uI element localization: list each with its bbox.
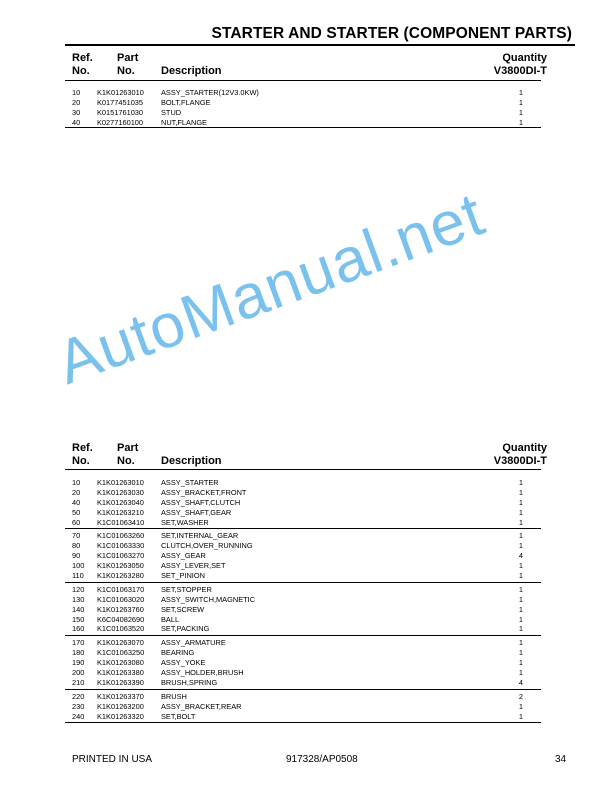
quantity-cell: 4 (518, 677, 523, 687)
page-title: STARTER AND STARTER (COMPONENT PARTS) (211, 25, 572, 42)
table-row (65, 678, 541, 688)
part-header-line2: No. (117, 455, 135, 467)
quantity-header-line2: V3800DI-T (493, 455, 547, 467)
quantity-header-line2: V3800DI-T (493, 65, 547, 77)
description-cell: SET,PACKING (161, 624, 210, 634)
part-number-cell: K1K01263370 (97, 691, 144, 701)
ref-cell: 120 (72, 584, 85, 594)
part-number-cell: K1C01063170 (97, 584, 145, 594)
table1-bottom-rule (65, 127, 541, 128)
table-row (65, 571, 541, 581)
table-row (65, 531, 541, 541)
ref-cell: 210 (72, 677, 85, 687)
quantity-cell: 1 (518, 531, 523, 541)
table2-header-rule (65, 469, 541, 470)
description-cell: ASSY_SHAFT,CLUTCH (161, 497, 241, 507)
table-row (65, 624, 541, 634)
table-row (65, 668, 541, 678)
description-cell: ASSY_BRACKET,FRONT (161, 487, 247, 497)
part-number-cell: K1K01263320 (97, 711, 144, 721)
part-number-cell: K1K01263280 (97, 571, 144, 581)
quantity-cell: 1 (518, 97, 523, 107)
ref-cell: 80 (72, 541, 81, 551)
part-number-cell: K1K01263210 (97, 507, 144, 517)
quantity-cell: 2 (518, 691, 523, 701)
table2-ref-header (72, 442, 93, 468)
group-divider (65, 689, 541, 690)
quantity-cell: 1 (518, 614, 523, 624)
ref-cell: 220 (72, 691, 85, 701)
description-cell: ASSY_YOKE (161, 658, 206, 668)
ref-cell: 190 (72, 658, 85, 668)
description-cell: ASSY_SHAFT,GEAR (161, 507, 232, 517)
part-number-cell: K1C01063270 (97, 551, 145, 561)
ref-cell: 40 (72, 117, 81, 127)
part-number-cell: K1K01263010 (97, 88, 144, 97)
ref-cell: 230 (72, 701, 85, 711)
description-cell: BRUSH (161, 691, 187, 701)
quantity-cell: 1 (518, 594, 523, 604)
ref-cell: 150 (72, 614, 85, 624)
table-row (65, 561, 541, 571)
description-cell: ASSY_LEVER,SET (161, 561, 226, 571)
table-row (65, 638, 541, 648)
table2-part-header (117, 442, 138, 468)
table-row (65, 541, 541, 551)
table-row (65, 658, 541, 668)
ref-cell: 130 (72, 594, 85, 604)
table-row (65, 108, 541, 118)
part-number-cell: K1K01263760 (97, 604, 144, 614)
quantity-header-line1: Quantity (502, 52, 547, 64)
group-divider (65, 582, 541, 583)
quantity-cell: 1 (518, 561, 523, 571)
part-number-cell: K0277160100 (97, 117, 144, 127)
table1-quantity-header (494, 52, 547, 78)
part-number-cell: K1K01263040 (97, 497, 144, 507)
description-cell: STUD (161, 107, 182, 117)
part-number-cell: K1C01063520 (97, 624, 145, 634)
part-number-cell: K1K01263390 (97, 677, 144, 687)
description-cell: ASSY_HOLDER,BRUSH (161, 668, 244, 678)
ref-cell: 20 (72, 97, 81, 107)
description-cell: SET,WASHER (161, 517, 209, 527)
quantity-cell: 1 (518, 648, 523, 658)
description-cell: BALL (161, 614, 180, 624)
group-divider (65, 635, 541, 636)
table-row (65, 692, 541, 702)
ref-cell: 140 (72, 604, 85, 614)
table-row (65, 88, 541, 98)
part-number-cell: K1K01263050 (97, 561, 144, 571)
table-row (65, 98, 541, 108)
ref-header-line1: Ref. (72, 442, 93, 454)
ref-cell: 100 (72, 561, 85, 571)
part-number-cell: K0151761030 (97, 107, 144, 117)
ref-cell: 70 (72, 531, 81, 541)
ref-cell: 10 (72, 88, 81, 97)
description-cell: ASSY_BRACKET,REAR (161, 701, 242, 711)
description-cell: ASSY_ARMATURE (161, 638, 226, 648)
ref-cell: 180 (72, 648, 85, 658)
ref-cell: 30 (72, 107, 81, 117)
quantity-header-line1: Quantity (502, 442, 547, 454)
footer-printed-in: PRINTED IN USA (72, 754, 153, 765)
part-header-line1: Part (117, 52, 139, 64)
table-row (65, 648, 541, 658)
quantity-cell: 1 (518, 487, 523, 497)
table-row (65, 712, 541, 722)
quantity-cell: 1 (518, 541, 523, 551)
ref-cell: 90 (72, 551, 81, 561)
description-cell: CLUTCH,OVER_RUNNING (161, 541, 253, 551)
table2-quantity-header (494, 442, 547, 468)
table-row (65, 478, 541, 488)
table2-rows (65, 478, 541, 725)
quantity-cell: 1 (518, 604, 523, 614)
footer-page-number: 34 (555, 754, 567, 765)
table-row (65, 518, 541, 528)
ref-cell: 160 (72, 624, 85, 634)
table-row (65, 615, 541, 625)
table1-description-header: Description (161, 65, 222, 77)
ref-cell: 200 (72, 668, 85, 678)
ref-cell: 50 (72, 507, 81, 517)
part-header-line1: Part (117, 442, 139, 454)
ref-cell: 60 (72, 517, 81, 527)
table1-part-header (117, 52, 138, 78)
quantity-cell: 1 (518, 668, 523, 678)
table1-header-rule (65, 80, 541, 81)
ref-cell: 110 (72, 571, 84, 581)
ref-cell: 10 (72, 478, 81, 487)
description-cell: SET,SCREW (161, 604, 205, 614)
ref-header-line1: Ref. (72, 52, 93, 64)
table-row (65, 551, 541, 561)
group-divider (65, 528, 541, 529)
ref-cell: 240 (72, 711, 85, 721)
description-cell: BOLT,FLANGE (161, 97, 211, 107)
quantity-cell: 1 (518, 497, 523, 507)
part-number-cell: K1C01063330 (97, 541, 145, 551)
description-cell: SET,STOPPER (161, 584, 212, 594)
description-cell: SET_PINION (161, 571, 205, 581)
ref-header-line2: No. (72, 455, 90, 467)
quantity-cell: 1 (518, 107, 523, 117)
quantity-cell: 1 (518, 701, 523, 711)
part-number-cell: K1K01263380 (97, 668, 144, 678)
description-cell: ASSY_STARTER(12V3.0KW) (161, 88, 259, 97)
title-rule (65, 44, 575, 46)
description-cell: ASSY_STARTER (161, 478, 219, 487)
part-number-cell: K1C01063020 (97, 594, 145, 604)
description-cell: BEARING (161, 648, 195, 658)
description-cell: SET,BOLT (161, 711, 196, 721)
quantity-cell: 1 (518, 584, 523, 594)
footer-document-code: 917328/AP0508 (286, 754, 358, 765)
quantity-cell: 1 (518, 711, 523, 721)
description-cell: NUT,FLANGE (161, 117, 207, 127)
table-row (65, 702, 541, 712)
quantity-cell: 1 (518, 571, 523, 581)
description-cell: ASSY_GEAR (161, 551, 206, 561)
quantity-cell: 4 (518, 551, 523, 561)
part-number-cell: K1K01263080 (97, 658, 144, 668)
part-number-cell: K1C01063260 (97, 531, 145, 541)
part-number-cell: K1K01263010 (97, 478, 144, 487)
quantity-cell: 1 (518, 117, 523, 127)
table-row (65, 585, 541, 595)
table1-rows (65, 88, 541, 128)
table-row (65, 508, 541, 518)
part-number-cell: K6C04082690 (97, 614, 145, 624)
part-header-line2: No. (117, 65, 135, 77)
watermark: AutoManual.net (48, 179, 494, 398)
ref-header-line2: No. (72, 65, 90, 77)
part-number-cell: K1K01263030 (97, 487, 144, 497)
table-row (65, 605, 541, 615)
quantity-cell: 1 (518, 478, 523, 487)
quantity-cell: 1 (518, 517, 523, 527)
quantity-cell: 1 (518, 624, 523, 634)
part-number-cell: K1C01063250 (97, 648, 145, 658)
quantity-cell: 1 (518, 88, 523, 97)
ref-cell: 20 (72, 487, 81, 497)
description-cell: ASSY_SWITCH,MAGNETIC (161, 594, 256, 604)
table1-ref-header (72, 52, 93, 78)
quantity-cell: 1 (518, 507, 523, 517)
description-cell: SET,INTERNAL_GEAR (161, 531, 239, 541)
table2-description-header: Description (161, 455, 222, 467)
part-number-cell: K1C01063410 (97, 517, 145, 527)
group-divider (65, 722, 541, 723)
part-number-cell: K0177451035 (97, 97, 144, 107)
table-row (65, 595, 541, 605)
description-cell: BRUSH,SPRING (161, 677, 218, 687)
table-row (65, 498, 541, 508)
part-number-cell: K1K01263070 (97, 638, 144, 648)
quantity-cell: 1 (518, 658, 523, 668)
ref-cell: 40 (72, 497, 81, 507)
part-number-cell: K1K01263200 (97, 701, 144, 711)
ref-cell: 170 (72, 638, 85, 648)
table-row (65, 488, 541, 498)
quantity-cell: 1 (518, 638, 523, 648)
